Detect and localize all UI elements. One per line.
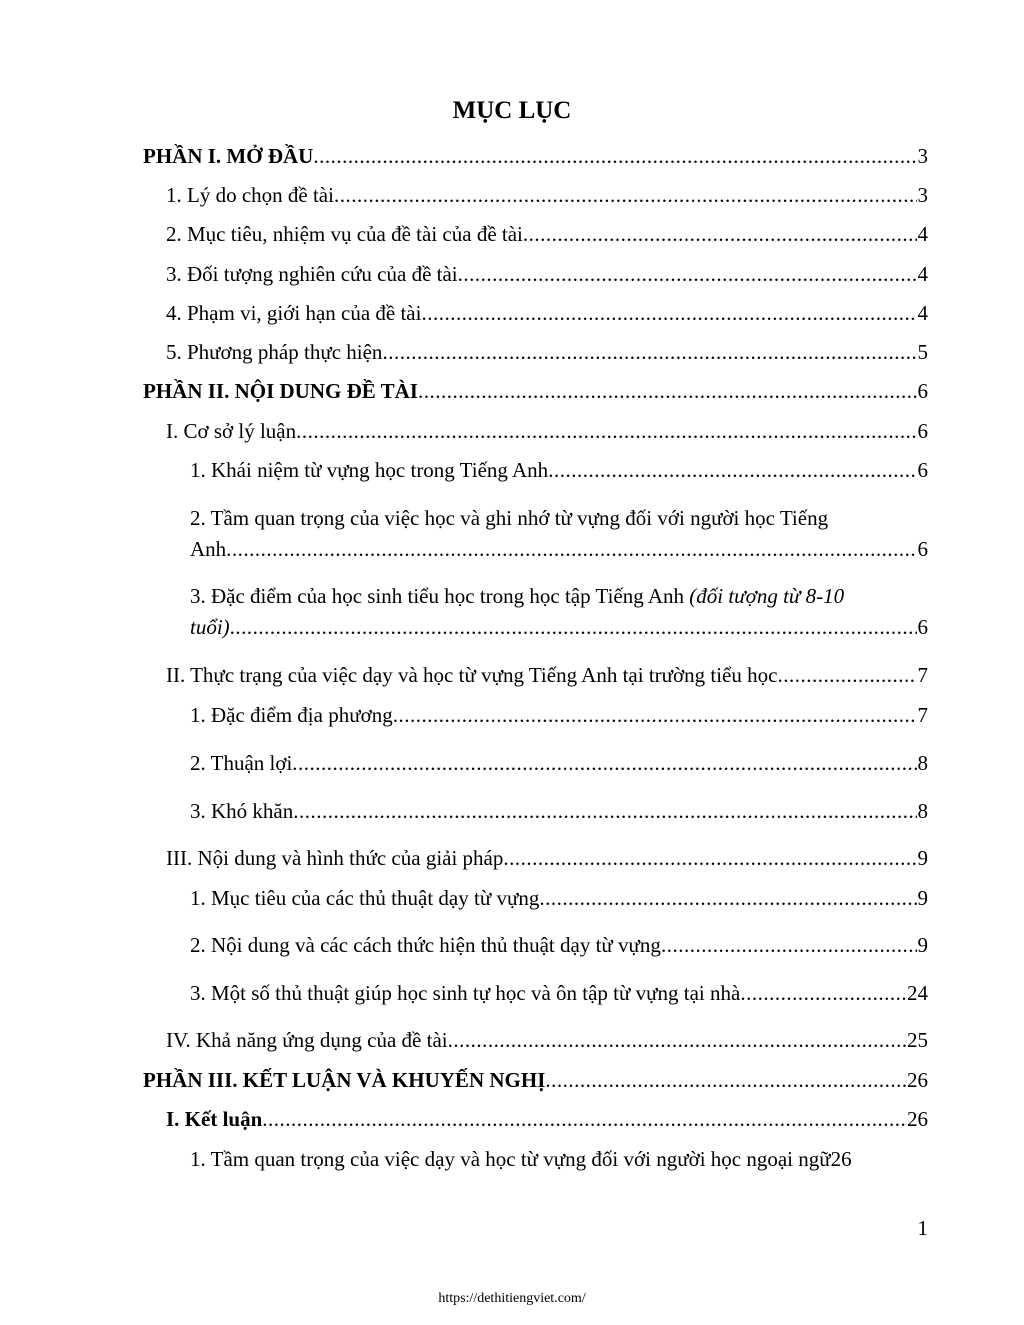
toc-entry-label: 1. Đặc điểm địa phương [190, 703, 393, 727]
toc-entry[interactable] [166, 259, 928, 289]
toc-entry[interactable] [166, 1104, 928, 1134]
toc-entry[interactable] [190, 748, 928, 778]
dot-leader [503, 843, 916, 873]
page-title: MỤC LỤC [452, 97, 572, 124]
toc-entry-label: PHẦN III. KẾT LUẬN VÀ KHUYẾN NGHỊ [143, 1068, 546, 1092]
toc-entry-label: 1. Lý do chọn đề tài [166, 183, 334, 207]
toc-page-number: 7 [917, 703, 928, 727]
dot-leader [545, 1065, 906, 1095]
toc-entry-label: 2. Thuận lợi [190, 751, 293, 775]
toc-entry[interactable] [166, 1025, 928, 1055]
toc-entry[interactable] [190, 883, 928, 913]
toc-entry-part-3[interactable] [143, 1065, 928, 1095]
dot-leader [230, 612, 917, 642]
toc-entry[interactable] [190, 700, 928, 730]
toc-page-number: 26 [907, 1068, 928, 1092]
dot-leader [458, 259, 917, 289]
toc-entry-label: 4. Phạm vi, giới hạn của đề tài [166, 301, 422, 325]
dot-leader [293, 796, 916, 826]
toc-entry-label-line1: 2. Tầm quan trọng của việc học và ghi nhớ từ vựng đối với người học Tiếng [190, 506, 829, 530]
toc-entry-label: 3. Đặc điểm của học sinh tiểu học trong học tập Tiếng Anh [190, 584, 690, 608]
toc-page-number: 6 [917, 537, 928, 561]
toc-entry[interactable] [190, 612, 928, 642]
toc-entry[interactable] [166, 660, 928, 690]
toc-entry[interactable] [166, 180, 928, 210]
footer-url[interactable]: https://dethitiengviet.com/ [438, 1291, 586, 1306]
toc-page-number: 3 [917, 183, 928, 207]
toc-page-number: 9 [917, 933, 928, 957]
toc-page-number: 9 [917, 886, 928, 910]
toc-entry-label: 1. Mục tiêu của các thủ thuật dạy từ vựng [190, 886, 540, 910]
toc-page-number: 9 [917, 846, 928, 870]
toc-entry[interactable] [190, 978, 928, 1008]
toc-entry[interactable] [190, 455, 928, 485]
dot-leader [334, 180, 917, 210]
toc-entry-label: 2. Mục tiêu, nhiệm vụ của đề tài của đề tài [166, 222, 523, 246]
toc-entry-label-line1 [190, 581, 844, 611]
dot-leader [313, 141, 916, 171]
dot-leader [740, 978, 906, 1008]
toc-page-number: 6 [917, 615, 928, 639]
dot-leader [548, 455, 916, 485]
toc-entry-label: PHẦN II. NỘI DUNG ĐỀ TÀI [143, 379, 418, 403]
toc-page-number: 8 [917, 751, 928, 775]
dot-leader [523, 219, 917, 249]
dot-leader [777, 660, 916, 690]
toc-page-number: 7 [917, 663, 928, 687]
dot-leader [296, 416, 916, 446]
toc-page-number: 26 [830, 1147, 852, 1171]
toc-entry-label-italic: (đối tượng từ 8-10 [689, 584, 845, 608]
toc-entry-label: PHẦN I. MỞ ĐẦU [143, 144, 314, 168]
toc-entry-label: 1. Tầm quan trọng của việc dạy và học từ vựng đối với người học ngoại ngữ [190, 1147, 831, 1171]
toc-entry-label: Anh [190, 537, 227, 561]
dot-leader [539, 883, 916, 913]
toc-entry-label: 5. Phương pháp thực hiện [166, 340, 383, 364]
toc-entry[interactable] [166, 416, 928, 446]
dot-leader [661, 930, 917, 960]
toc-page-number: 6 [917, 458, 928, 482]
dot-leader [421, 298, 916, 328]
toc-entry[interactable] [166, 843, 928, 873]
toc-page-number: 4 [917, 301, 928, 325]
toc-page-number: 26 [907, 1107, 928, 1131]
toc-page-number: 4 [917, 222, 928, 246]
toc-entry[interactable] [166, 337, 928, 367]
dot-leader [382, 337, 916, 367]
toc-entry-label: II. Thực trạng của việc dạy và học từ vựng Tiếng Anh tại trường tiểu học [166, 663, 778, 687]
toc-entry[interactable] [166, 219, 928, 249]
toc-page-number: 6 [917, 419, 928, 443]
toc-page-number: 6 [917, 379, 928, 403]
toc-entry-label: 3. Đối tượng nghiên cứu của đề tài [166, 262, 458, 286]
toc-entry-label: 3. Một số thủ thuật giúp học sinh tự học và ôn tập từ vựng tại nhà [190, 981, 741, 1005]
toc-entry-label: I. Kết luận [166, 1107, 263, 1131]
page-number: 1 [917, 1216, 928, 1240]
dot-leader [226, 534, 916, 564]
toc-entry-label: 2. Nội dung và các cách thức hiện thủ thuật dạy từ vựng [190, 933, 661, 957]
dot-leader [262, 1104, 906, 1134]
toc-entry[interactable] [190, 796, 928, 826]
toc-entry-label: 3. Khó khăn [190, 799, 294, 823]
toc-entry[interactable] [190, 1144, 928, 1174]
dot-leader [448, 1025, 906, 1055]
toc-entry-part-2[interactable] [143, 376, 928, 406]
dot-leader [393, 700, 917, 730]
toc-page-number: 5 [917, 340, 928, 364]
toc-entry[interactable] [166, 298, 928, 328]
toc-entry-label: I. Cơ sở lý luận [166, 419, 297, 443]
toc-entry[interactable] [190, 534, 928, 564]
toc-entry-part-1[interactable] [143, 141, 928, 171]
toc-entry[interactable] [190, 930, 928, 960]
dot-leader [418, 376, 917, 406]
toc-entry-label-italic: tuổi) [190, 615, 230, 639]
toc-entry-label: III. Nội dung và hình thức của giải pháp [166, 846, 504, 870]
dot-leader [292, 748, 916, 778]
toc-page-number: 24 [907, 981, 928, 1005]
toc-page-number: 3 [917, 144, 928, 168]
toc-page-number: 25 [907, 1028, 928, 1052]
toc-page-number: 8 [917, 799, 928, 823]
toc-page-number: 4 [917, 262, 928, 286]
toc-entry-label: IV. Khả năng ứng dụng của đề tài [166, 1028, 448, 1052]
toc-entry-label: 1. Khái niệm từ vựng học trong Tiếng Anh [190, 458, 549, 482]
